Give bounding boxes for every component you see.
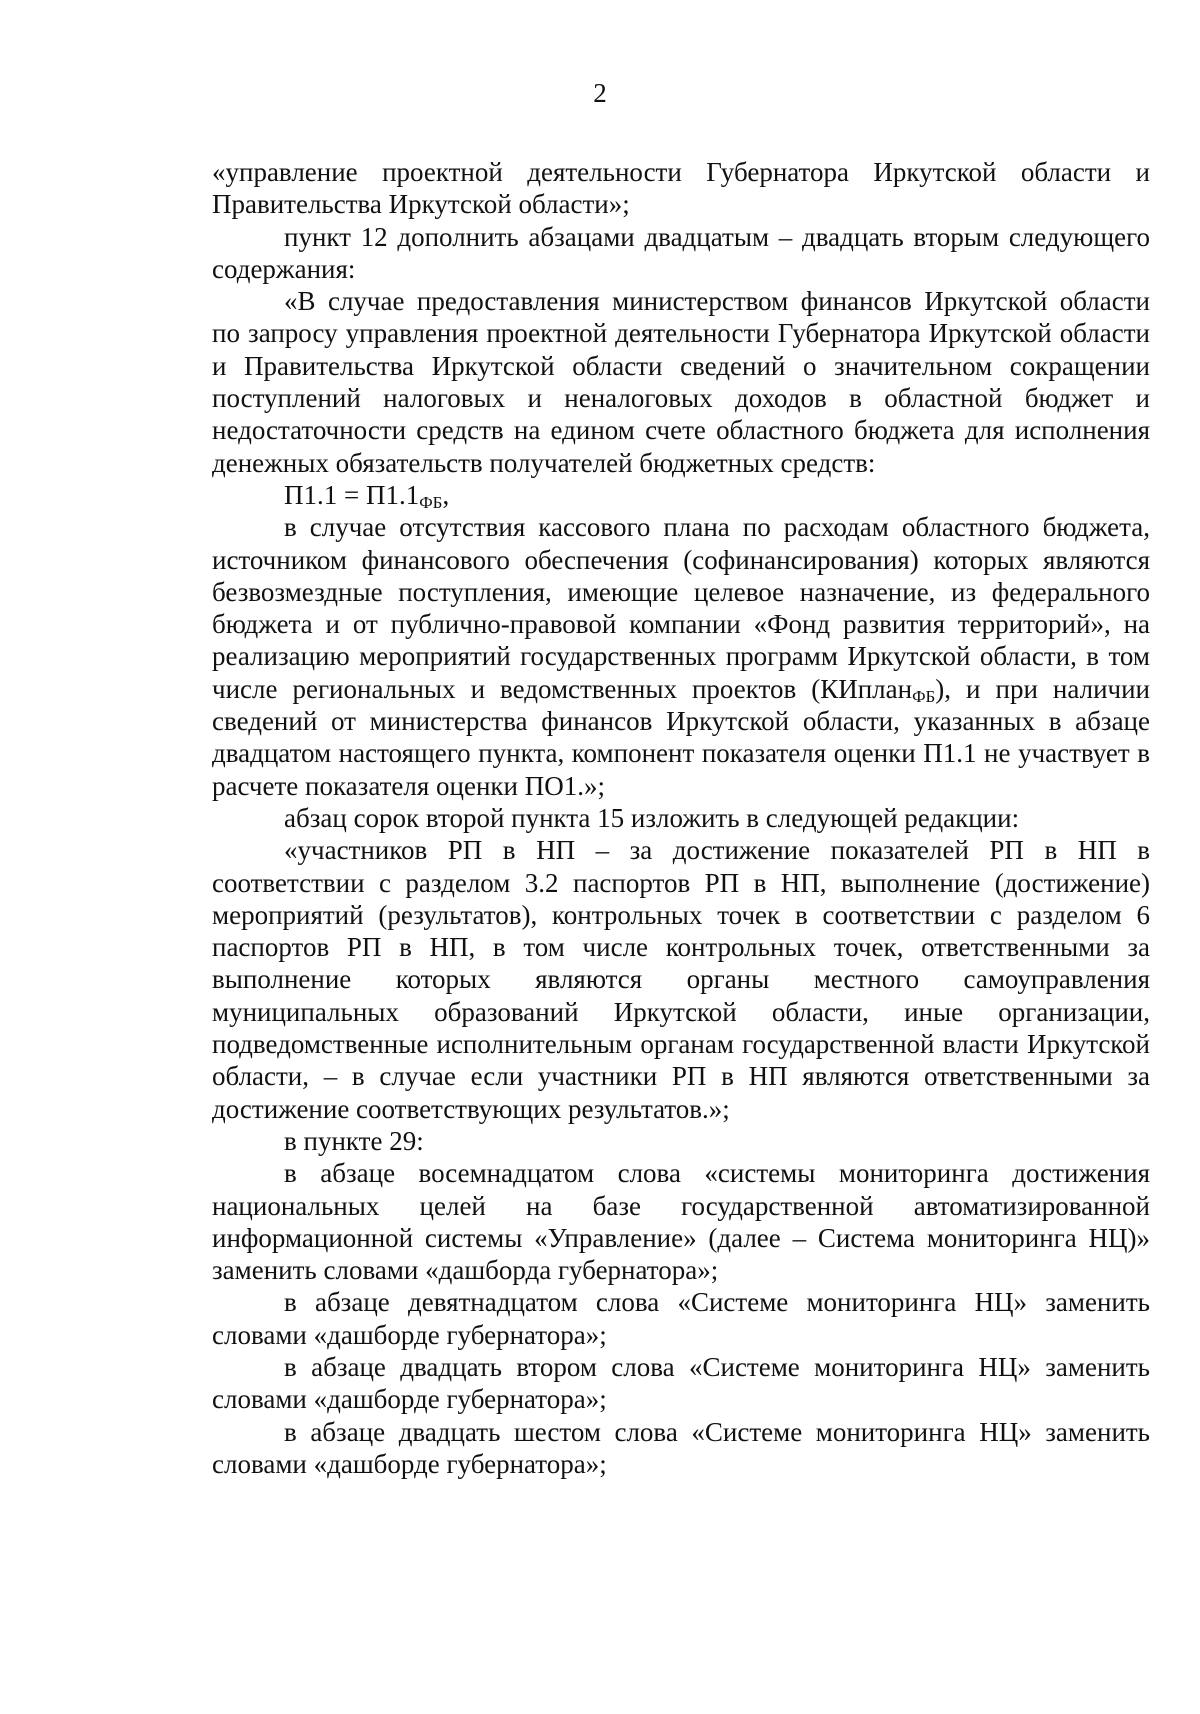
paragraph-9: в абзаце восемнадцатом слова «системы мониторинга достижения национальных целей на базе государственной автоматизированной информационной системы «Управление» (далее – Система мониторинга НЦ)» заменить словами «дашборда губернатора»; <box>212 1158 1150 1286</box>
paragraph-12: в абзаце двадцать шестом слова «Системе мониторинга НЦ» заменить словами «дашборде губернатора»; <box>212 1416 1150 1479</box>
paragraph-5-text: в случае отсутствия кассового плана по расходам областного бюджета, источником финансового обеспечения (софинансирования) которых являются безвозмездные поступления, имеющие целевое назначение, из федерального бюджета и от публично-правовой компании «Фонд развития территорий», на реализацию мероприятий государственных программ Иркутской области, в том числе региональных и ведомственных проектов (КИплан <box>212 512 1150 704</box>
page-number: 2 <box>593 78 607 108</box>
paragraph-6: абзац сорок второй пункта 15 изложить в следующей редакции: <box>284 802 1020 833</box>
paragraph-5-text-end: ), и при наличии сведений от министерства финансов Иркутской области, указанных в абзаце двадцатом настоящего пункта, компонент показателя оценки П1.1 не участвует в расчете показателя оценки ПО1.»; <box>212 673 1150 801</box>
formula-line <box>212 479 1150 511</box>
paragraph-10: в абзаце девятнадцатом слова «Системе мониторинга НЦ» заменить словами «дашборде губернатора»; <box>212 1287 1150 1350</box>
paragraph-2: пункт 12 дополнить абзацами двадцатым – двадцать вторым следующего содержания: <box>212 221 1150 284</box>
formula-main: П1.1 = П1.1 <box>284 479 420 510</box>
document-body <box>212 156 1150 1480</box>
paragraph-8: в пункте 29: <box>284 1125 424 1156</box>
formula-subscript: ФБ <box>419 492 443 512</box>
paragraph-5 <box>212 511 1150 802</box>
paragraph-1: «управление проектной деятельности Губернатора Иркутской области и Правительства Иркутской области»; <box>212 157 1150 220</box>
formula-tail: , <box>442 479 450 510</box>
kiplan-subscript: ФБ <box>912 686 936 706</box>
paragraph-3: «В случае предоставления министерством финансов Иркутской области по запросу управления проектной деятельности Губернатора Иркутской области и Правительства Иркутской области сведений о значительном сокращении поступлений налоговых и неналоговых доходов в областной бюджет и недостаточности средств на едином счете областного бюджета для исполнения денежных обязательств получателей бюджетных средств: <box>212 286 1150 478</box>
paragraph-11: в абзаце двадцать втором слова «Системе мониторинга НЦ» заменить словами «дашборде губернатора»; <box>212 1351 1150 1415</box>
paragraph-7: «участников РП в НП – за достижение показателей РП в НП в соответствии с разделом 3.2 паспортов РП в НП, выполнение (достижение) мероприятий (результатов), контрольных точек в соответствии с разделом 6 паспортов РП в НП, в том числе контрольных точек, ответственными за выполнение которых являются органы местного самоуправления муниципальных образований Иркутской области, иные организации, подведомственные исполнительным органам государственной власти Иркутской области, – в случае если участники РП в НП являются ответственными за достижение соответствующих результатов.»; <box>212 835 1150 1124</box>
